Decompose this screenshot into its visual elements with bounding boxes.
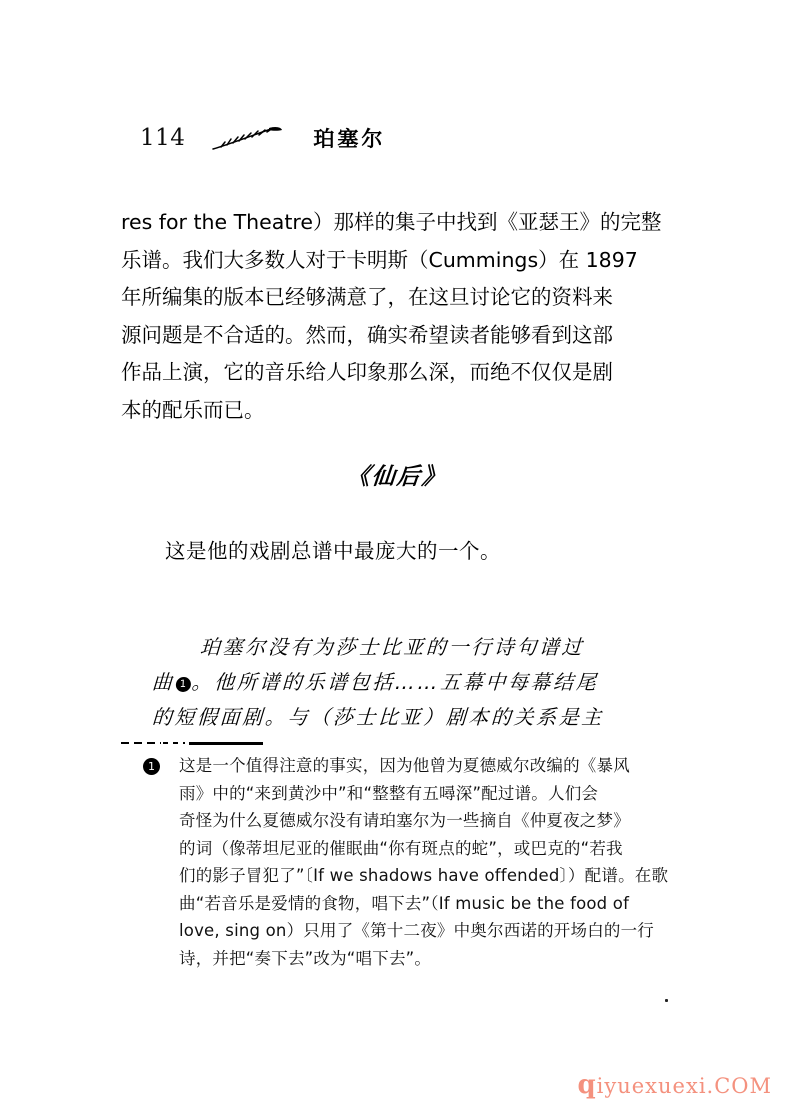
body-line: 年所编集的版本已经够满意了，在这旦讨论它的资料来 [121, 285, 613, 309]
body-line: 乐谱。我们大多数人对于卡明斯（Cummings）在 1897 [121, 247, 638, 272]
quote-line-text: 。他所谱的乐谱包括……五幕中每幕结尾 [191, 670, 600, 694]
body-line: 作品上演，它的音乐给人印象那么深，而绝不仅仅是剧 [121, 360, 613, 384]
rule-dotted-segment [163, 742, 185, 744]
footnote-block [143, 752, 683, 972]
footnote-separator-rule [121, 742, 263, 745]
footnote-line: 曲“若音乐是爱情的食物，唱下去”（If music be the food of [179, 893, 630, 913]
scan-speck-artifact [665, 999, 668, 1002]
running-head-title: 珀塞尔 [313, 126, 386, 151]
footnote-line: 诗，并把“奏下去”改为“唱下去”。 [179, 948, 432, 968]
footnote-text [179, 752, 683, 972]
quote-line [151, 665, 683, 700]
quote-line-text: 曲 [151, 670, 176, 694]
body-line: res for the Theatre）那样的集子中找到《亚瑟王》的完整 [121, 210, 662, 234]
running-head [140, 118, 560, 158]
footnote-line: 们的影子冒犯了”〔If we shadows have offended〕）配谱。在歌 [179, 866, 669, 885]
quote-line: 珀塞尔没有为莎士比亚的一行诗句谱过 [199, 635, 585, 659]
rule-solid-segment [189, 742, 263, 745]
body-text-block [121, 204, 683, 429]
page-number: 114 [140, 124, 186, 151]
site-watermark [577, 1072, 772, 1098]
body-line: 本的配乐而已。 [121, 397, 265, 422]
footnote-line: 这是一个值得注意的事实，因为他曾为夏德威尔改编的《暴风 [179, 756, 630, 775]
lead-paragraph: 这是他的戏剧总谱中最庞大的一个。 [165, 539, 501, 563]
section-heading: 《仙后》 [345, 464, 448, 490]
quote-line: 的短假面剧。与（莎士比亚）剧本的关系是主 [151, 705, 605, 729]
footnote-reference-marker: 1 [175, 677, 191, 692]
rule-dashed-segment [121, 742, 161, 744]
footnote-line: 的词（像蒂坦尼亚的催眠曲“你有斑点的蛇”，或巴克的“若我 [179, 838, 623, 858]
footnote-marker: 1 [143, 758, 160, 775]
footnote-line: 雨》中的“来到黄沙中”和“整整有五噚深”配过谱。人们会 [179, 783, 599, 803]
watermark-text: iyuexuexi.COM [596, 1074, 772, 1098]
flourish-ornament-icon [211, 126, 283, 152]
watermark-initial: q [577, 1070, 597, 1100]
body-line: 源问题是不合适的。然而，确实希望读者能够看到这部 [121, 322, 613, 347]
footnote-line: love, sing on）只用了《第十二夜》中奥尔西诺的开场白的一行 [179, 921, 654, 940]
footnote-line: 奇怪为什么夏德威尔没有请珀塞尔为一些摘自《仲夏夜之梦》 [179, 811, 630, 830]
quotation-block [152, 630, 682, 735]
